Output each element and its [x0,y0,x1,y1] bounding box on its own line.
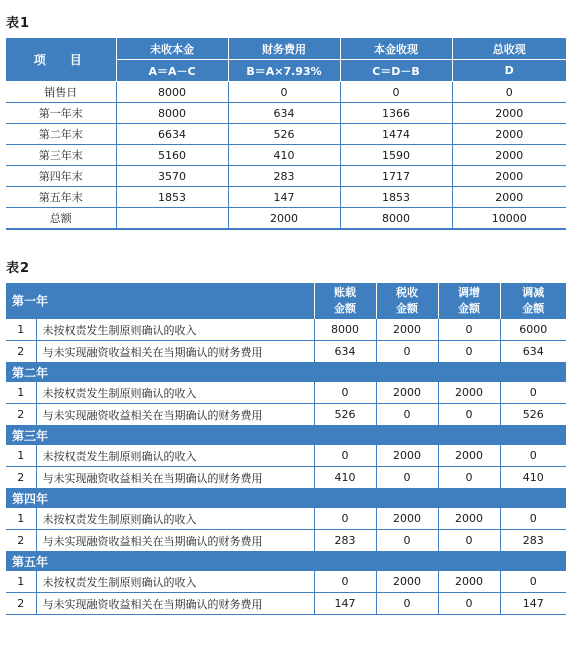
row-label: 销售日 [6,82,116,103]
table-row [6,103,566,124]
table-row [6,445,566,467]
table-row [6,319,566,341]
table-row [6,467,566,489]
table-cell: 526 [314,404,376,426]
table1-caption: 表1 [6,16,31,31]
table-cell: 6000 [500,319,566,341]
table-cell: 1853 [116,187,228,208]
table-cell: 2000 [438,508,500,530]
column-header: 账载 金额 [314,283,376,319]
table-cell: 1474 [340,124,452,145]
column-header: 税收 金额 [376,283,438,319]
row-label: 第三年末 [6,145,116,166]
table-cell: 0 [314,445,376,467]
row-number: 2 [6,467,36,489]
table-cell: 8000 [340,208,452,230]
table-cell: 8000 [116,103,228,124]
table-cell: 0 [376,593,438,615]
table-row [6,124,566,145]
table-cell: 1366 [340,103,452,124]
table-row [6,530,566,552]
table-cell: 0 [500,445,566,467]
table-cell: 2000 [452,145,566,166]
header-formula: A＝A－C [116,60,228,82]
table-cell: 147 [228,187,340,208]
table-cell: 2000 [438,445,500,467]
row-description: 与未实现融资收益相关在当期确认的财务费用 [36,530,314,552]
table-cell: 2000 [376,445,438,467]
table-cell: 0 [438,341,500,363]
table-cell: 147 [500,593,566,615]
year-title: 第四年 [6,489,566,509]
year-title: 第五年 [6,552,566,572]
table-row [6,82,566,103]
row-description: 与未实现融资收益相关在当期确认的财务费用 [36,404,314,426]
table-cell: 410 [500,467,566,489]
table-cell: 634 [500,341,566,363]
row-number: 2 [6,593,36,615]
table-cell: 0 [376,530,438,552]
table-cell: 0 [228,82,340,103]
table-cell: 526 [500,404,566,426]
table-cell: 5160 [116,145,228,166]
table-cell: 1590 [340,145,452,166]
row-number: 1 [6,571,36,593]
table-cell [116,208,228,230]
table-cell: 6634 [116,124,228,145]
table-cell: 0 [314,508,376,530]
row-label: 第四年末 [6,166,116,187]
table2-caption: 表2 [6,261,31,276]
table-row [6,593,566,615]
table-cell: 0 [438,467,500,489]
header-title: 总收现 [452,38,566,60]
header-formula: D [452,60,566,82]
table-row [6,571,566,593]
table-cell: 2000 [452,124,566,145]
table-cell: 0 [452,82,566,103]
row-description: 未按权责发生制原则确认的收入 [36,382,314,404]
table-cell: 410 [314,467,376,489]
row-number: 1 [6,382,36,404]
header-formula: C＝D－B [340,60,452,82]
row-description: 与未实现融资收益相关在当期确认的财务费用 [36,593,314,615]
table-row [6,341,566,363]
table-cell: 283 [228,166,340,187]
year-header-row [6,489,566,509]
year-title: 第三年 [6,426,566,446]
table-cell: 2000 [452,187,566,208]
header-project: 项 目 [6,38,116,82]
table-cell: 0 [500,571,566,593]
row-number: 1 [6,445,36,467]
row-number: 1 [6,508,36,530]
header-title: 本金收现 [340,38,452,60]
table-cell: 2000 [376,571,438,593]
table-cell: 0 [438,593,500,615]
table-cell: 2000 [452,166,566,187]
table-cell: 1853 [340,187,452,208]
table-cell: 634 [314,341,376,363]
table-cell: 3570 [116,166,228,187]
table-cell: 634 [228,103,340,124]
table-cell: 0 [376,404,438,426]
header-formula: B＝A×7.93% [228,60,340,82]
table-cell: 283 [314,530,376,552]
header-title: 未收本金 [116,38,228,60]
row-description: 未按权责发生制原则确认的收入 [36,571,314,593]
table-cell: 8000 [314,319,376,341]
table-cell: 0 [438,404,500,426]
table-cell: 2000 [452,103,566,124]
row-number: 1 [6,319,36,341]
table-cell: 283 [500,530,566,552]
table-cell: 1717 [340,166,452,187]
table2-body [6,283,566,615]
table-cell: 2000 [376,319,438,341]
table-cell: 0 [438,319,500,341]
column-header: 调增 金额 [438,283,500,319]
table-cell: 526 [228,124,340,145]
row-label: 第五年末 [6,187,116,208]
table-cell: 0 [340,82,452,103]
year-header-row [6,552,566,572]
row-number: 2 [6,530,36,552]
column-header: 调减 金额 [500,283,566,319]
row-number: 2 [6,341,36,363]
row-description: 未按权责发生制原则确认的收入 [36,508,314,530]
table-cell: 2000 [376,508,438,530]
table-cell: 2000 [228,208,340,230]
table-cell: 0 [376,341,438,363]
year-header-row [6,363,566,383]
table-cell: 0 [438,530,500,552]
table-row [6,145,566,166]
header-title: 财务费用 [228,38,340,60]
table-cell: 0 [314,382,376,404]
table-cell: 0 [500,382,566,404]
table-row [6,382,566,404]
table-cell: 2000 [438,571,500,593]
year-title: 第一年 [6,283,314,319]
year-header-row [6,426,566,446]
row-label: 第一年末 [6,103,116,124]
row-description: 未按权责发生制原则确认的收入 [36,319,314,341]
table-cell: 410 [228,145,340,166]
table-cell: 0 [376,467,438,489]
row-number: 2 [6,404,36,426]
table1 [6,38,566,230]
table-cell: 10000 [452,208,566,230]
table-row [6,208,566,230]
table1-body [6,82,566,230]
year-header-row [6,283,566,319]
table-cell: 147 [314,593,376,615]
table-row [6,508,566,530]
row-description: 与未实现融资收益相关在当期确认的财务费用 [36,341,314,363]
table-row [6,187,566,208]
year-title: 第二年 [6,363,566,383]
table-cell: 2000 [438,382,500,404]
table-cell: 8000 [116,82,228,103]
table-cell: 0 [314,571,376,593]
row-label: 第二年末 [6,124,116,145]
table2 [6,283,566,615]
table-cell: 0 [500,508,566,530]
row-description: 与未实现融资收益相关在当期确认的财务费用 [36,467,314,489]
table-cell: 2000 [376,382,438,404]
table-row [6,404,566,426]
table-row [6,166,566,187]
row-label: 总额 [6,208,116,230]
row-description: 未按权责发生制原则确认的收入 [36,445,314,467]
